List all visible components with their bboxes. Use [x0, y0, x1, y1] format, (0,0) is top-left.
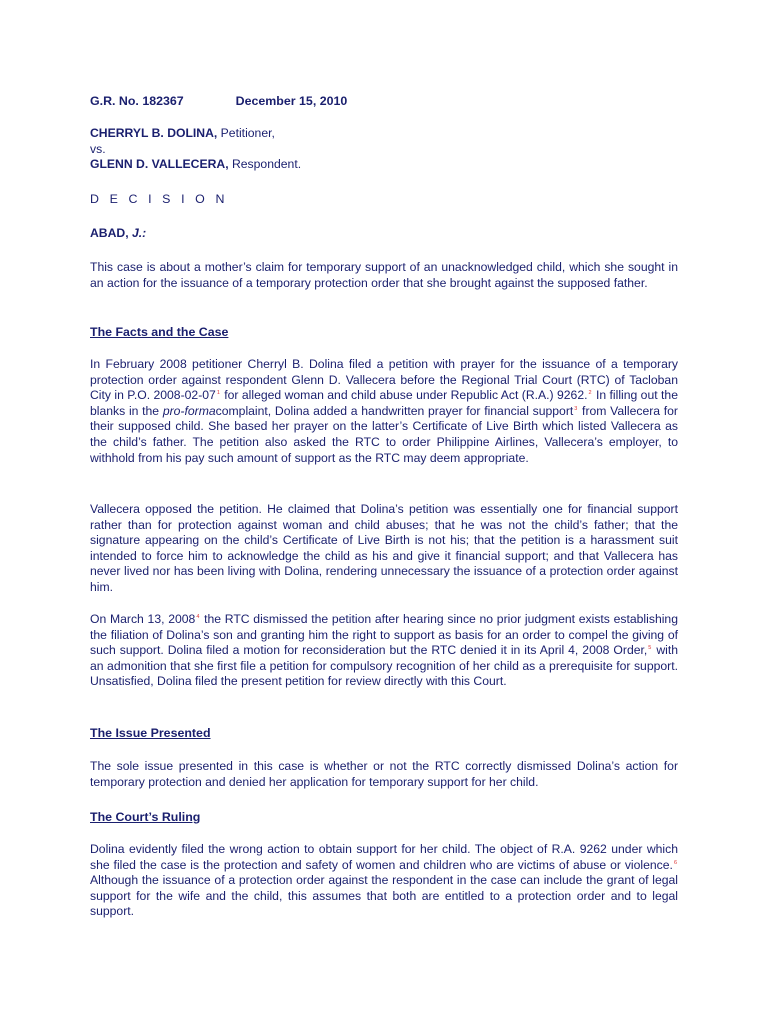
ponente-title: J.: — [131, 226, 147, 240]
case-number-line — [90, 94, 678, 110]
versus-text: vs. — [90, 141, 106, 156]
footnote-marker[interactable]: 3 — [574, 405, 578, 412]
decision-title: D E C I S I O N — [90, 192, 228, 206]
footnote-marker[interactable]: 6 — [673, 859, 677, 866]
ponente-name: ABAD, — [90, 226, 132, 240]
respondent-line — [90, 157, 678, 173]
intro-paragraph: This case is about a mother’s claim for temporary support of an unacknowledged child, which she sought in an action for the issuance of a temporary protection order that she brought against the supposed father. — [90, 260, 678, 290]
facts-paragraph-2: Vallecera opposed the petition. He claimed that Dolina’s petition was essentially one for financial support rather than for protection against woman and child abuses; that he was not the child’s father; that the signature appearing on the child’s Certificate of Live Birth is not his; that the petition is a harassment suit intended to force him to acknowledge the child as his and give it financial support; and that Vallecera has never lived nor has been living with Dolina, rendering unnecessary the issuance of a protection order against him. — [90, 502, 678, 594]
issue-paragraph: The sole issue presented in this case is whether or not the RTC correctly dismissed Dolina’s action for temporary protection and denied her application for temporary support for her child. — [90, 759, 678, 789]
decision-date: December 15, 2010 — [235, 94, 348, 108]
parties-block — [90, 126, 678, 173]
petitioner-name: CHERRYL B. DOLINA, — [90, 126, 218, 140]
facts-paragraph-1: In February 2008 petitioner Cherryl B. Dolina filed a petition with prayer for the issuance of a temporary protection order against respondent Glenn D. Vallecera before the Regional Trial Court (RTC) of Tacloban City in P.O. 2008-02-07$^1$ for alleged woman and child abuse under Republic Act (R.A.) 9262.$^2$ In filling out the blanks in the pro-formacomplaint, Dolina added a handwritten prayer for financial support$^3$ from Vallecera for their supposed child. She based her prayer on the latter’s Certificate of Live Birth which listed Vallecera as the child’s father. The petition also asked the RTC to order Philippine Airlines, Vallecera’s employer, to withhold from his pay such amount of support as the RTC may deem appropriate. — [90, 357, 678, 465]
footnote-marker[interactable]: 2 — [588, 390, 592, 397]
footnote-marker[interactable]: 5 — [648, 645, 652, 652]
petitioner-role: Petitioner, — [217, 126, 275, 140]
ponente — [90, 226, 678, 242]
footnote-marker[interactable]: 4 — [196, 614, 200, 620]
gr-number: G.R. No. 182367 — [90, 94, 184, 108]
petitioner-line — [90, 126, 678, 142]
respondent-role: Respondent. — [228, 157, 302, 172]
ruling-heading: The Court’s Ruling — [90, 810, 201, 824]
issue-heading: The Issue Presented — [90, 726, 211, 740]
ruling-paragraph: Dolina evidently filed the wrong action to obtain support for her child. The object of R.A. 9262 under which she filed the case is the protection and safety of women and children who are victims of abuse or violence.$^6$ Although the issuance of a protection order against the respondent in the case can include the grant of legal support for the wife and the child, this assumes that both are entitled to a protection order and to legal support. — [90, 842, 678, 919]
footnote-marker[interactable]: 1 — [216, 390, 220, 397]
facts-heading: The Facts and the Case — [90, 325, 229, 339]
facts-paragraph-3: On March 13, 2008$^4$ the RTC dismissed the petition after hearing since no prior judgment exists establishing the filiation of Dolina’s son and granting him the right to support as basis for an order to compel the giving of such support. Dolina filed a motion for reconsideration but the RTC denied it in its April 4, 2008 Order,$^5$ with an admonition that she first file a petition for compulsory recognition of her child as a prerequisite for support. Unsatisfied, Dolina filed the present petition for review directly with this Court. — [90, 612, 679, 689]
respondent-name: GLENN D. VALLECERA, — [90, 157, 229, 172]
